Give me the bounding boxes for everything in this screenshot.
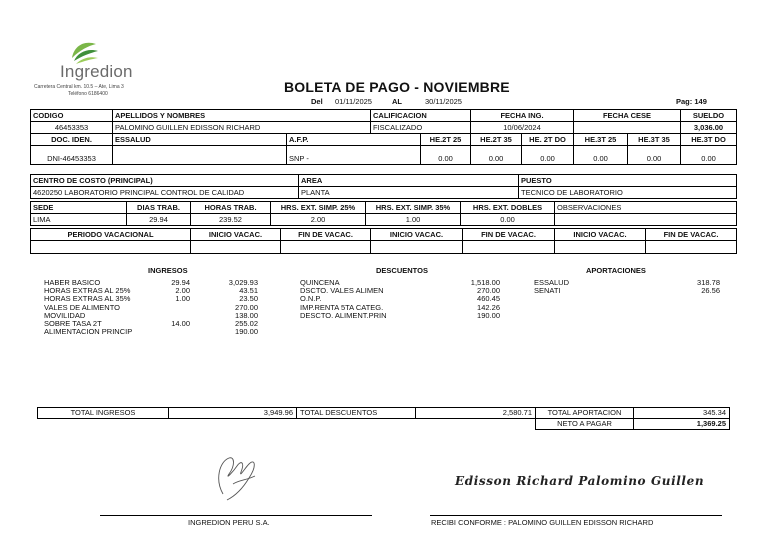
aportaciones-title: APORTACIONES: [586, 266, 646, 275]
vacation-end-label-1: FIN DE VACAC.: [281, 229, 371, 241]
cost-center-label: CENTRO DE COSTO (PRINCIPAL): [31, 175, 299, 187]
list-item: 270.00: [477, 286, 500, 296]
cost-center-value: 4620250 LABORATORIO PRINCIPAL CONTROL DE CALIDAD: [31, 187, 299, 199]
list-item: HORAS EXTRAS AL 25%: [44, 286, 131, 296]
list-item: 26.56: [701, 286, 720, 296]
fecha-cese-value: [574, 122, 681, 134]
list-item: 43.51: [239, 286, 258, 296]
extdob-label: HRS. EXT. DOBLES: [461, 202, 555, 214]
list-item: 23.50: [239, 294, 258, 304]
page-number: Pag: 149: [676, 97, 707, 106]
list-item: ALIMENTACION PRINCIP: [44, 327, 133, 337]
afp-label: A.F.P.: [287, 134, 421, 146]
vacation-start-label-1: INICIO VACAC.: [191, 229, 281, 241]
puesto-value: TECNICO DE LABORATORIO: [519, 187, 737, 199]
codigo-label: CODIGO: [31, 110, 113, 122]
he-value-2: 0.00: [522, 146, 574, 165]
he-header-0: HE.2T 25: [421, 134, 471, 146]
fecha-ing-label: FECHA ING.: [471, 110, 574, 122]
nombres-label: APELLIDOS Y NOMBRES: [113, 110, 371, 122]
ingresos-title: INGRESOS: [148, 266, 188, 275]
employee-signature-text: Edisson Richard Palomino Guillen: [455, 474, 705, 488]
he-value-0: 0.00: [421, 146, 471, 165]
list-item: 142.26: [477, 302, 500, 312]
list-item: [150, 328, 190, 336]
company-phone: Teléfono 6186400: [68, 91, 108, 97]
employer-signature-icon: [205, 450, 267, 508]
he-value-4: 0.00: [628, 146, 681, 165]
list-item: 14.00: [171, 319, 190, 329]
vacation-end-label-2: FIN DE VACAC.: [463, 229, 555, 241]
descuentos-concepts: [300, 279, 387, 320]
area-label: AREA: [299, 175, 519, 187]
vacation-table: [30, 228, 737, 254]
aportaciones-amounts: [680, 279, 720, 295]
employer-signature-label: INGREDION PERU S.A.: [188, 518, 270, 527]
list-item: VALES DE ALIMENTO: [44, 302, 120, 312]
he-header-4: HE.3T 35: [628, 134, 681, 146]
fecha-cese-label: FECHA CESE: [574, 110, 681, 122]
list-item: 318.78: [697, 278, 720, 287]
list-item: 255.02: [235, 319, 258, 329]
list-item: DESCTO. ALIMENT.PRIN: [300, 310, 387, 320]
vacation-end-label-3: FIN DE VACAC.: [646, 229, 737, 241]
codigo-value: 46453353: [31, 122, 113, 134]
list-item: 29.94: [171, 278, 190, 287]
afp-value: SNP -: [287, 146, 421, 165]
vacation-period-label: PERIODO VACACIONAL: [31, 229, 191, 241]
list-item: O.N.P.: [300, 294, 322, 304]
he-value-5: 0.00: [681, 146, 737, 165]
ext35-value: 1.00: [366, 214, 461, 226]
puesto-label: PUESTO: [519, 175, 737, 187]
ingresos-amounts: [218, 279, 258, 336]
cost-center-table: [30, 174, 737, 199]
vacation-start-label-2: INICIO VACAC.: [371, 229, 463, 241]
total-descuentos-label: TOTAL DESCUENTOS: [297, 408, 416, 419]
list-item: HABER BASICO: [44, 278, 101, 287]
work-hours-table: [30, 201, 737, 226]
list-item: 1.00: [175, 294, 190, 304]
obs-value: [555, 214, 737, 226]
document-title: BOLETA DE PAGO - NOVIEMBRE: [284, 79, 510, 95]
totals-table: [37, 407, 730, 430]
he-value-3: 0.00: [574, 146, 628, 165]
employee-signature-line: [430, 515, 722, 516]
sede-label: SEDE: [31, 202, 127, 214]
list-item: [150, 304, 190, 312]
he-header-3: HE.3T 25: [574, 134, 628, 146]
neto-pagar-label: NETO A PAGAR: [536, 419, 634, 430]
ext25-value: 2.00: [271, 214, 366, 226]
list-item: DSCTO. VALES ALIMEN: [300, 286, 384, 296]
ingresos-quantities: [150, 279, 190, 336]
list-item: IMP.RENTA 5TA CATEG.: [300, 302, 384, 312]
doc-iden-label: DOC. IDEN.: [31, 134, 113, 146]
total-ingresos-label: TOTAL INGRESOS: [38, 408, 169, 419]
employee-info-table: [30, 109, 737, 165]
period-al-label: AL: [392, 97, 402, 106]
descuentos-title: DESCUENTOS: [376, 266, 428, 275]
list-item: 270.00: [235, 302, 258, 312]
list-item: 2.00: [175, 286, 190, 296]
list-item: 1,518.00: [470, 278, 500, 287]
employer-signature-line: [100, 515, 372, 516]
calificacion-label: CALIFICACION: [371, 110, 471, 122]
descuentos-amounts: [456, 279, 500, 320]
total-aportacion-value: 345.34: [634, 408, 730, 419]
he-value-1: 0.00: [471, 146, 522, 165]
company-logo-text: Ingredion: [60, 62, 133, 81]
list-item: SOBRE TASA 2T: [44, 319, 102, 329]
total-aportacion-label: TOTAL APORTACION: [536, 408, 634, 419]
ingredion-logo-icon: [66, 38, 102, 64]
period-to-date: 30/11/2025: [425, 97, 462, 106]
company-address: Carretera Central km. 10.5 – Ate, Lima 3: [34, 84, 124, 90]
essalud-value: [113, 146, 287, 165]
horas-label: HORAS TRAB.: [191, 202, 271, 214]
ext35-label: HRS. EXT. SIMP. 35%: [366, 202, 461, 214]
list-item: SENATI: [534, 286, 561, 296]
ext25-label: HRS. EXT. SIMP. 25%: [271, 202, 366, 214]
he-header-1: HE.2T 35: [471, 134, 522, 146]
he-header-2: HE. 2T DO: [522, 134, 574, 146]
area-value: PLANTA: [299, 187, 519, 199]
employee-signature-label: RECIBI CONFORME : PALOMINO GUILLEN EDISSON RICHARD: [431, 518, 654, 527]
horas-value: 239.52: [191, 214, 271, 226]
list-item: 138.00: [235, 310, 258, 320]
list-item: 460.45: [477, 294, 500, 304]
doc-iden-value: DNI-46453353: [31, 146, 113, 165]
list-item: 190.00: [477, 310, 500, 320]
nombres-value: PALOMINO GUILLEN EDISSON RICHARD: [113, 122, 371, 134]
extdob-value: 0.00: [461, 214, 555, 226]
sueldo-label: SUELDO: [681, 110, 737, 122]
obs-label: OBSERVACIONES: [555, 202, 737, 214]
list-item: 190.00: [235, 327, 258, 337]
he-header-5: HE.3T DO: [681, 134, 737, 146]
dias-value: 29.94: [127, 214, 191, 226]
calificacion-value: FISCALIZADO: [371, 122, 471, 134]
list-item: 3,029.93: [228, 278, 258, 287]
sueldo-value: 3,036.00: [681, 122, 737, 134]
list-item: QUINCENA: [300, 278, 340, 287]
essalud-label: ESSALUD: [113, 134, 287, 146]
neto-pagar-value: 1,369.25: [634, 419, 730, 430]
total-descuentos-value: 2,580.71: [416, 408, 536, 419]
ingresos-concepts: [44, 279, 132, 336]
fecha-ing-value: 10/06/2024: [471, 122, 574, 134]
total-ingresos-value: 3,949.96: [169, 408, 297, 419]
list-item: ESSALUD: [534, 278, 570, 287]
vacation-start-label-3: INICIO VACAC.: [555, 229, 646, 241]
dias-label: DIAS TRAB.: [127, 202, 191, 214]
period-del-label: Del: [311, 97, 323, 106]
aportaciones-concepts: [534, 279, 569, 295]
period-from-date: 01/11/2025: [335, 97, 372, 106]
list-item: MOVILIDAD: [44, 310, 86, 320]
sede-value: LIMA: [31, 214, 127, 226]
list-item: HORAS EXTRAS AL 35%: [44, 294, 131, 304]
